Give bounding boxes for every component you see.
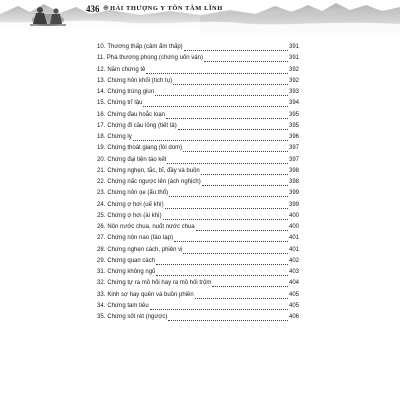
toc-entry-page: 397 [288, 145, 299, 152]
toc-entry-number: 14. [97, 89, 106, 95]
dot-leader [178, 125, 288, 130]
toc-entry-page: 404 [288, 280, 299, 287]
toc-entry [97, 110, 299, 121]
toc-entry [97, 290, 299, 301]
table-of-contents [97, 42, 299, 323]
toc-entry-title: Chứng ợ hơi (ái khí) [107, 212, 162, 219]
toc-entry [97, 143, 299, 154]
toc-entry-number: 32. [97, 280, 106, 287]
toc-entry-page: 401 [288, 246, 299, 253]
toc-entry-title: Chứng tự ra mồ hôi hay ra mồ hôi trộm [107, 280, 212, 287]
toc-entry-number: 19. [97, 145, 106, 152]
page-header [0, 0, 400, 34]
toc-entry [97, 53, 299, 64]
toc-entry-page: 396 [288, 134, 299, 140]
toc-entry-title: Chứng trúng giun [107, 89, 155, 95]
toc-entry-title: Chứng đau hoắc loạn [107, 111, 166, 118]
toc-entry-title: Thương thấp (cảm ẩm thấp) [107, 44, 183, 50]
toc-entry-page: 399 [288, 201, 299, 208]
toc-entry-page: 401 [288, 235, 299, 242]
toc-entry-title: Chứng quan cách [107, 257, 156, 264]
toc-entry-page: 393 [288, 89, 299, 95]
toc-entry-number: 11. [97, 55, 105, 62]
toc-entry-number: 23. [97, 190, 106, 197]
toc-entry-number: 13. [97, 77, 106, 84]
dot-leader [202, 181, 288, 186]
toc-entry [97, 42, 299, 53]
dot-leader [196, 226, 288, 231]
dot-leader [133, 136, 288, 141]
toc-entry-title: Kinh sợ hay quên và buồn phiền [107, 291, 194, 298]
toc-entry [97, 301, 299, 312]
toc-entry-title: Nôn nước chua, nuốt nước chua [107, 224, 195, 230]
toc-entry-number: 29. [97, 257, 106, 264]
dot-leader [183, 249, 288, 254]
toc-entry-page: 392 [288, 77, 299, 84]
toc-entry-number: 17. [97, 122, 106, 129]
toc-entry-page: 391 [288, 55, 299, 62]
toc-entry [97, 312, 299, 323]
toc-entry-number: 34. [97, 302, 106, 309]
toc-entry-number: 28. [97, 246, 106, 253]
toc-entry [97, 76, 299, 87]
toc-entry-number: 22. [97, 179, 106, 185]
toc-entry-page: 398 [288, 167, 299, 174]
dot-leader [167, 159, 288, 164]
toc-entry [97, 211, 299, 222]
toc-entry-page: 403 [288, 269, 299, 275]
toc-entry-number: 31. [97, 269, 106, 275]
toc-entry-page: 391 [288, 44, 299, 50]
toc-entry-title: Chứng ợ hơi (uế khí) [107, 201, 164, 208]
dot-leader [184, 46, 288, 51]
toc-entry-title: Chứng trĩ lậu [107, 100, 143, 107]
dot-leader [168, 316, 288, 321]
toc-entry-page: 398 [288, 179, 299, 185]
dot-leader [201, 170, 288, 175]
toc-entry [97, 222, 299, 233]
toc-entry [97, 188, 299, 199]
dot-leader [173, 80, 288, 85]
toc-entry-title: Chứng lỵ [107, 134, 132, 140]
toc-entry-page: 406 [288, 314, 299, 320]
dot-leader [146, 69, 288, 74]
dot-leader [143, 102, 288, 107]
toc-entry-title: Chứng nôn ọe (ẩu thổ) [107, 190, 169, 197]
toc-entry [97, 177, 299, 188]
toc-entry-title: Chứng đi cầu lỏng (tiết tả) [107, 122, 177, 129]
toc-entry [97, 233, 299, 244]
toc-entry-number: 33. [97, 291, 106, 298]
dot-leader [163, 215, 288, 220]
toc-entry-page: 405 [288, 291, 299, 298]
toc-entry-title: Chứng thoát giang (lòi dom) [107, 145, 183, 152]
toc-entry-title: Chứng nghẹn cách, phiên vị [107, 246, 183, 253]
toc-entry-page: 400 [288, 224, 299, 230]
toc-entry-title: Chứng nghẹn, tắc, bĩ, đầy và buồn [107, 167, 200, 174]
toc-entry-page: 394 [288, 100, 299, 107]
toc-entry-number: 15. [97, 100, 106, 107]
toc-entry-number: 27. [97, 235, 106, 242]
toc-entry [97, 245, 299, 256]
toc-entry-page: 395 [288, 122, 299, 129]
dot-leader [166, 114, 288, 119]
dot-leader [183, 147, 288, 152]
dot-leader [174, 237, 288, 242]
toc-entry-title: Chứng sốt rét (ngược) [107, 314, 168, 320]
dot-leader [150, 305, 288, 310]
book-title: HẢI THƯỢNG Y TÔN TÂM LĨNH [110, 5, 223, 12]
separator-icon: ⊕ [103, 5, 109, 12]
dot-leader [195, 294, 288, 299]
toc-entry-number: 21. [97, 167, 106, 174]
toc-entry [97, 65, 299, 76]
page-number: 436 [86, 4, 100, 14]
toc-entry-number: 26. [97, 224, 106, 230]
toc-entry-page: 397 [288, 156, 299, 163]
toc-entry [97, 278, 299, 289]
dot-leader [204, 57, 288, 62]
dot-leader [212, 282, 288, 287]
toc-entry-title: Chứng nấc ngược lên (ách nghịch) [107, 179, 201, 185]
toc-entry-page: 400 [288, 212, 299, 219]
toc-entry [97, 87, 299, 98]
dot-leader [155, 91, 288, 96]
toc-entry [97, 155, 299, 166]
toc-entry-title: Phá thương phong (chứng uốn ván) [106, 55, 203, 62]
toc-entry-number: 18. [97, 134, 106, 140]
toc-entry-title: Chứng đại tiện táo kết [107, 156, 167, 163]
toc-entry-title: Năm chứng tê [107, 66, 146, 73]
toc-entry-page: 402 [288, 257, 299, 264]
toc-entry-number: 24. [97, 201, 106, 208]
toc-entry-page: 399 [288, 190, 299, 197]
dot-leader [156, 260, 288, 265]
toc-entry [97, 132, 299, 143]
toc-entry-title: Chứng hôn khối (tích tụ) [107, 77, 173, 84]
toc-entry-title: Chứng nôn nao (tào tạp) [107, 235, 174, 242]
toc-entry-page: 395 [288, 111, 299, 118]
toc-entry [97, 98, 299, 109]
dot-leader [165, 204, 288, 209]
toc-entry-number: 12. [97, 66, 106, 73]
toc-entry-number: 10. [97, 44, 106, 50]
toc-entry [97, 166, 299, 177]
toc-entry-number: 25. [97, 212, 106, 219]
toc-entry-number: 20. [97, 156, 106, 163]
toc-entry [97, 267, 299, 278]
toc-entry [97, 256, 299, 267]
dot-leader [156, 271, 288, 276]
dot-leader [169, 192, 288, 197]
toc-entry-title: Chứng không ngủ [107, 269, 156, 275]
toc-entry-page: 405 [288, 302, 299, 309]
toc-entry [97, 200, 299, 211]
toc-entry-page: 392 [288, 66, 299, 73]
toc-entry-title: Chứng tam tiêu [107, 302, 149, 309]
toc-entry-number: 35. [97, 314, 106, 320]
toc-entry [97, 121, 299, 132]
toc-entry-number: 16. [97, 111, 106, 118]
